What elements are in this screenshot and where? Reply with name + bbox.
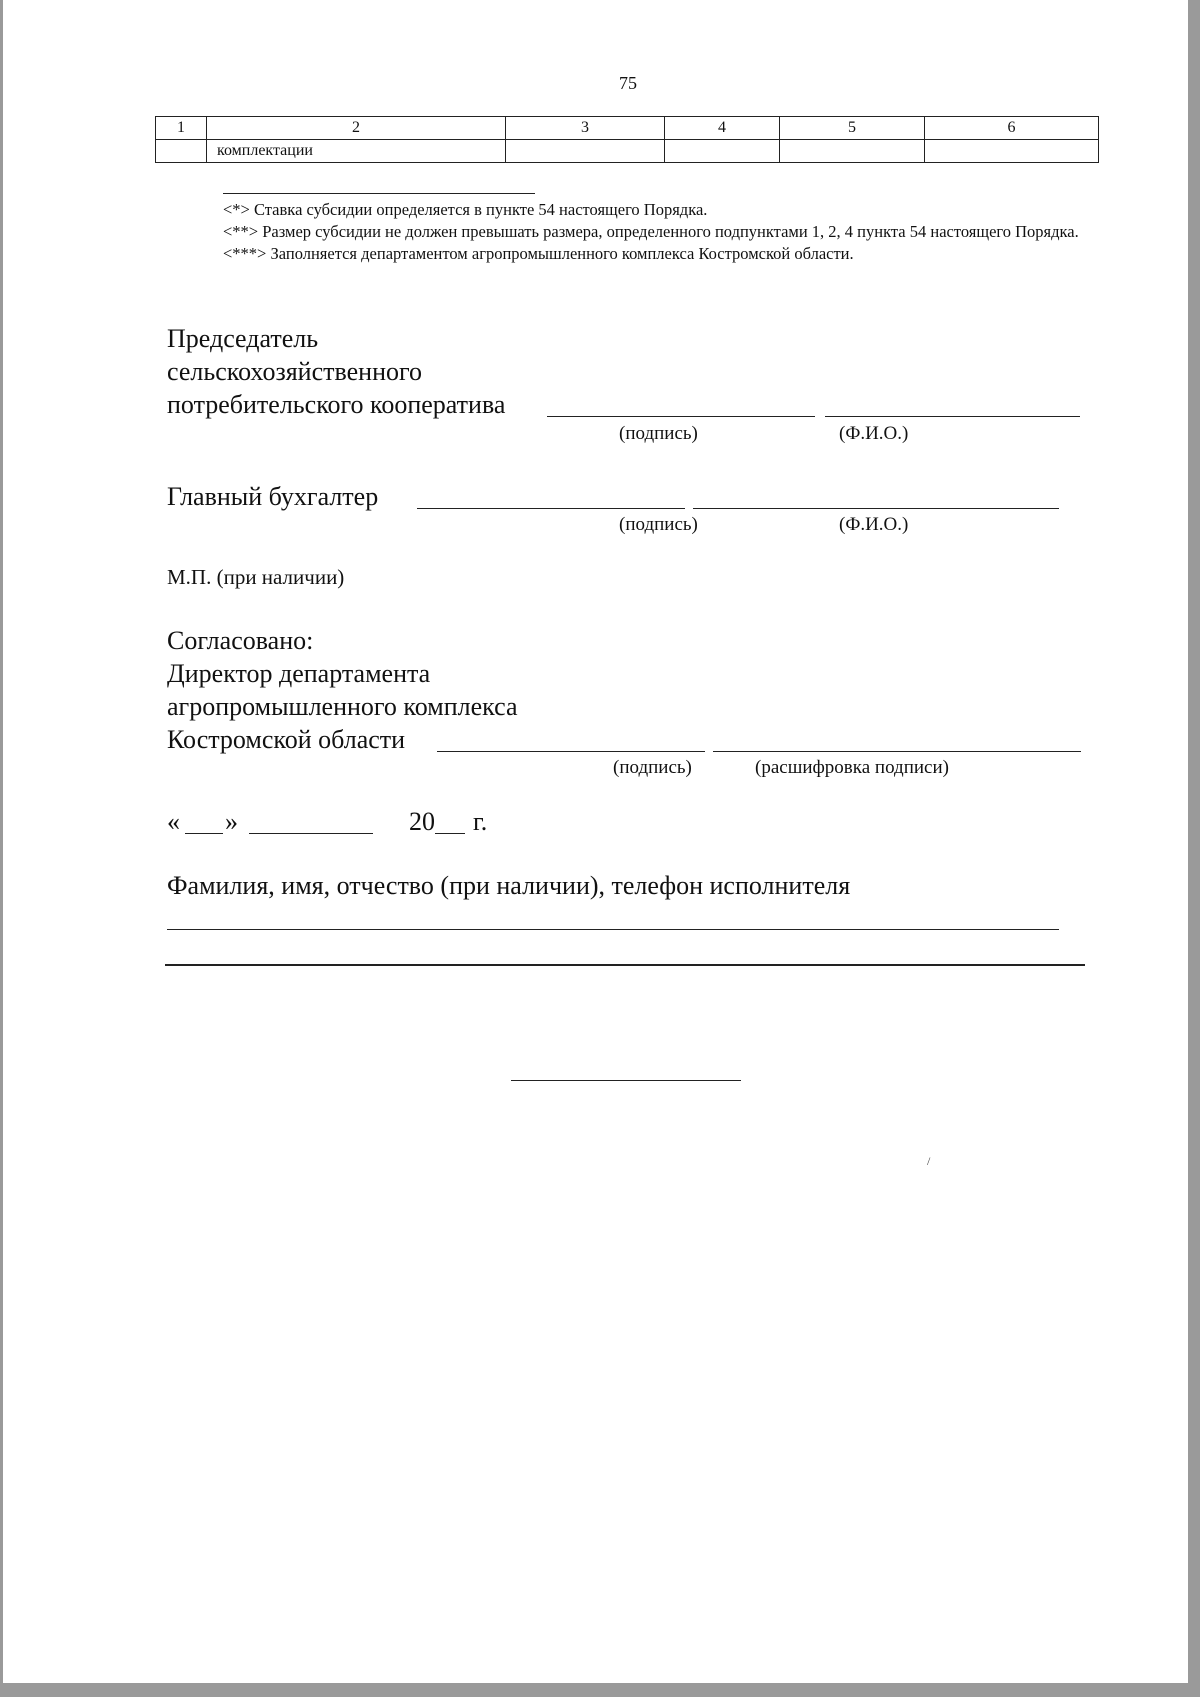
footnote-separator (223, 193, 535, 194)
table-cell (506, 140, 665, 163)
footnote: <***> Заполняется департаментом агропромышленного комплекса Костромской области. (223, 244, 854, 263)
table-cell (925, 140, 1099, 163)
table-row (156, 140, 1099, 163)
continuation-table (155, 116, 1099, 163)
table-cell (780, 140, 925, 163)
executor-label: Фамилия, имя, отчество (при наличии), телефон исполнителя (167, 871, 851, 900)
date-year-blank (435, 833, 465, 834)
accountant-name-blank (693, 508, 1059, 509)
table-cell (665, 140, 780, 163)
accountant-label: Главный бухгалтер (167, 482, 379, 511)
table-header-cell: 6 (925, 117, 1099, 140)
date-close-quote: » (225, 807, 238, 836)
footnotes (167, 199, 1085, 265)
name-caption: (Ф.И.О.) (839, 423, 909, 444)
date-day-blank (185, 833, 223, 834)
table-cell (156, 140, 207, 163)
scan-artifact: / (927, 1154, 931, 1168)
chairman-title-line1: Председатель (167, 324, 319, 353)
signature-caption: (подпись) (619, 423, 698, 444)
chairman-title-line3: потребительского кооператива (167, 390, 506, 419)
end-rule (511, 1080, 741, 1081)
document-page (3, 0, 1188, 1683)
executor-blank-line1 (167, 929, 1059, 930)
approval-line1: Согласовано: (167, 626, 314, 655)
chairman-name-blank (825, 416, 1080, 417)
signature-caption: (подпись) (613, 757, 692, 778)
chairman-signature-blank (547, 416, 815, 417)
accountant-signature-blank (417, 508, 685, 509)
approval-line4: Костромской области (167, 725, 406, 754)
table-header-cell: 4 (665, 117, 780, 140)
stamp-note: М.П. (при наличии) (167, 565, 345, 589)
page-number: 75 (619, 73, 637, 93)
footnote: <**> Размер субсидии не должен превышать размера, определенного подпунктами 1, 2, 4 пункта 54 настоящего Порядка. (223, 222, 1079, 241)
director-name-blank (713, 751, 1081, 752)
footnote: <*> Ставка субсидии определяется в пункте 54 настоящего Порядка. (223, 200, 708, 219)
date-year-suffix: г. (473, 807, 488, 836)
name-caption: (Ф.И.О.) (839, 514, 909, 535)
table-header-row (156, 117, 1099, 140)
approval-line3: агропромышленного комплекса (167, 692, 518, 721)
chairman-title-line2: сельскохозяйственного (167, 357, 422, 386)
table-header-cell: 1 (156, 117, 207, 140)
date-year-prefix: 20 (409, 807, 435, 836)
date-open-quote: « (167, 807, 180, 836)
table-header-cell: 3 (506, 117, 665, 140)
signature-decoding-caption: (расшифровка подписи) (755, 757, 949, 778)
director-signature-blank (437, 751, 705, 752)
executor-blank-line2 (165, 964, 1085, 966)
table-header-cell: 2 (207, 117, 506, 140)
signature-caption: (подпись) (619, 514, 698, 535)
date-month-blank (249, 833, 373, 834)
table-cell: комплектации (207, 140, 506, 163)
table-header-cell: 5 (780, 117, 925, 140)
approval-line2: Директор департамента (167, 659, 431, 688)
